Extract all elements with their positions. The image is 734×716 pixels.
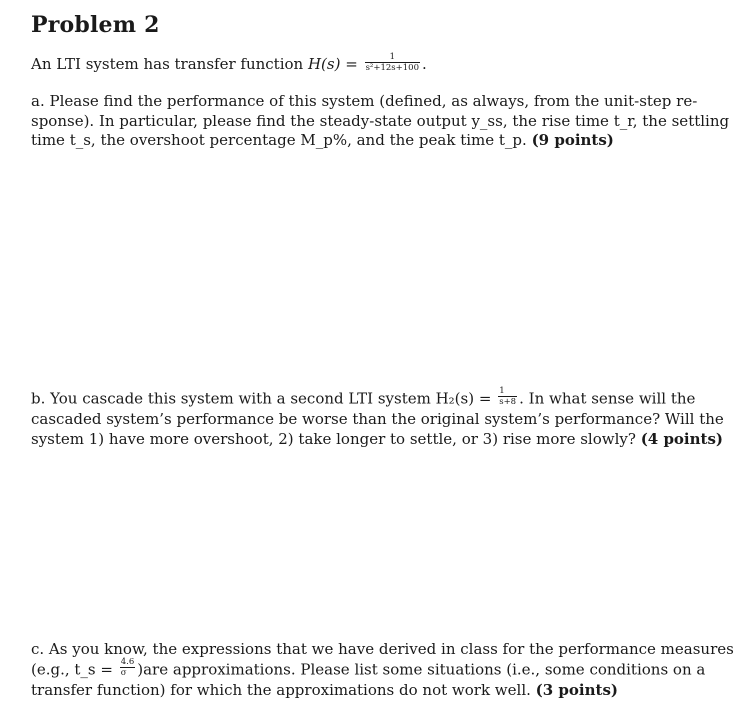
- part-c-frac-numerator: 4.6: [120, 656, 135, 667]
- part-a-line-1: a. Please find the performance of this system (defined, as always, from the unit-step re-: [31, 92, 698, 110]
- part-c-line-3-text: transfer function) for which the approximations do not work well.: [31, 680, 531, 699]
- part-a-points: (9 points): [531, 131, 614, 149]
- part-c-points: (3 points): [535, 680, 618, 699]
- part-b-fraction: [498, 386, 517, 407]
- part-c-frac-denominator: σ: [120, 667, 127, 678]
- part-c-line-1: c. As you know, the expressions that we have derived in class for the performance measures: [31, 640, 734, 658]
- part-b-line-1-suffix: . In what sense will the: [519, 389, 696, 408]
- part-b-line-2: cascaded system’s performance be worse than the original system’s performance? Will the: [31, 410, 724, 428]
- intro-frac-denominator: s²+12s+100: [365, 62, 419, 73]
- part-c-line-2-suffix: )are approximations. Please list some situations (i.e., some conditions on a: [137, 660, 706, 678]
- part-c-line-3: [31, 681, 656, 701]
- intro-function-name: H(s) =: [307, 55, 363, 73]
- problem-intro: [31, 53, 427, 76]
- part-a-line-3-text: time t_s, the overshoot percentage M_p%, and the peak time t_p.: [31, 131, 527, 149]
- part-b-line-1-prefix: b. You cascade this system with a second LTI system H₂(s) =: [31, 389, 497, 408]
- part-b-points: (4 points): [640, 429, 724, 448]
- part-b-line-1: [31, 386, 696, 410]
- intro-suffix: .: [421, 55, 427, 73]
- part-c: [31, 640, 734, 700]
- problem-title: Problem 2: [31, 12, 160, 38]
- part-b-frac-denominator: s+8: [499, 397, 517, 407]
- intro-transfer-fraction: [365, 52, 420, 73]
- intro-prefix: An LTI system has transfer function: [31, 55, 308, 73]
- part-b-line-3: [31, 429, 724, 450]
- part-b: [31, 386, 724, 449]
- part-a: [31, 92, 730, 151]
- part-b-frac-numerator: 1: [498, 386, 517, 397]
- part-b-line-3-text: system 1) have more overshoot, 2) take longer to settle, or 3) rise more slowly?: [31, 429, 636, 448]
- part-c-line-2-prefix: (e.g., t_s =: [31, 660, 118, 678]
- part-a-line-3: [31, 131, 656, 151]
- part-c-fraction: [120, 657, 136, 678]
- part-c-line-2: [31, 656, 706, 681]
- part-a-line-2: sponse). In particular, please find the steady-state output y_ss, the rise time t_r, the settling: [31, 111, 730, 130]
- intro-frac-numerator: 1: [365, 52, 420, 63]
